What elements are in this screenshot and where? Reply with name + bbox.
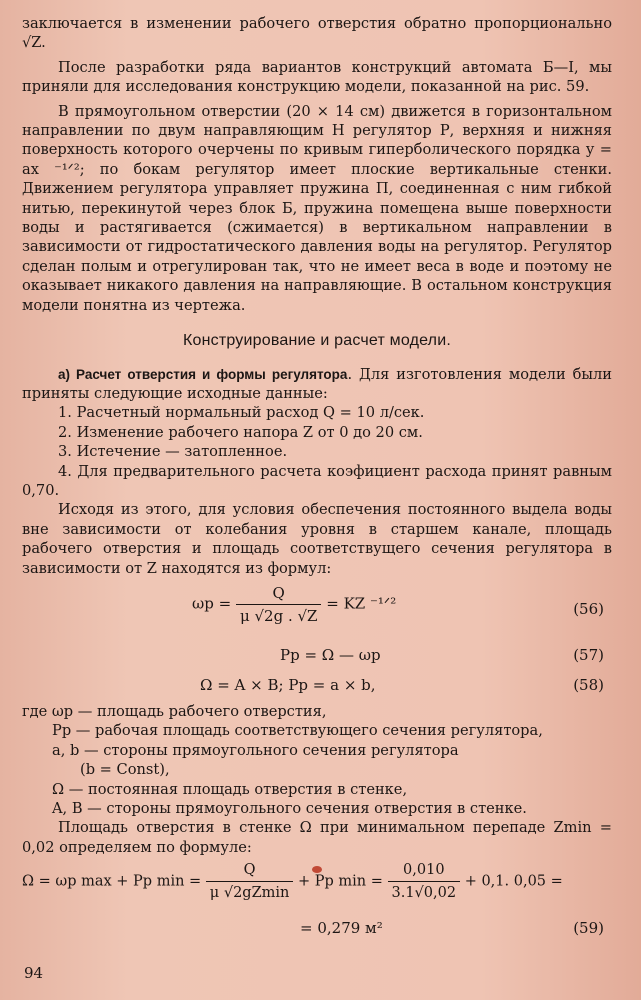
calc-lead-bold: а) Расчет отверстия и формы регулятора xyxy=(58,366,348,382)
section-heading: Конструирование и расчет модели. xyxy=(182,332,452,350)
definition-line: a, b — стороны прямоугольного сечения регулятора xyxy=(52,741,459,759)
eq56-lhs: ωр = xyxy=(192,594,232,613)
equation-59-result xyxy=(22,913,612,943)
eq59-number: (59) xyxy=(573,919,604,938)
definitions xyxy=(22,702,612,818)
calc-lead-rest: . Для изготовления модели были приняты следующие исходные данные: xyxy=(22,365,612,402)
definition-line: где ωр — площадь рабочего отверстия, xyxy=(22,702,327,720)
ink-spot xyxy=(312,866,322,873)
eq59-f1-numerator: Q xyxy=(206,859,294,882)
eq56-denominator: μ √2g . √Z xyxy=(239,606,318,625)
paragraph-development: После разработки ряда вариантов конструкций автомата Б—I, мы приняли для исследования конструкцию модели, показанной на рис. 59. xyxy=(22,58,612,96)
equation-56 xyxy=(22,578,612,640)
eq59-start: Ω = ωр max + Pр min = xyxy=(22,873,202,890)
list-item: 1. Расчетный нормальный расход Q = 10 л/сек. xyxy=(58,404,425,422)
eq59-f2-numerator: 0,010 xyxy=(388,859,461,882)
list-item: 3. Истечение — затопленное. xyxy=(58,443,288,461)
definition-line: A, B — стороны прямоугольного сечения отверстия в стенке. xyxy=(52,800,527,817)
paragraph-calc-lead xyxy=(22,365,612,404)
list-item: 2. Изменение рабочего напора Z от 0 до 20 см. xyxy=(58,423,423,441)
eq57-body: Pр = Ω — ωр xyxy=(280,645,381,664)
eq59-fraction-2 xyxy=(388,859,461,904)
eq58-body: Ω = A × B; Pр = a × b, xyxy=(200,675,376,694)
eq56-number: (56) xyxy=(573,599,604,618)
paragraph-intro-end: заключается в изменении рабочего отверстия обратно пропорционально √Z. xyxy=(22,15,612,52)
equation-57 xyxy=(22,640,612,670)
eq57-number: (57) xyxy=(573,645,604,664)
eq59-f1-denominator: μ √2gZmin xyxy=(209,885,290,902)
definition-line: (b = Const), xyxy=(80,761,170,779)
eq59-end: + 0,1. 0,05 = xyxy=(464,873,563,890)
eq59-f2-denominator: 3.1√0,02 xyxy=(391,885,457,902)
paragraph-from: Исходя из этого, для условия обеспечения постоянного выдела воды вне зависимости от колебания уровня в старшем канале, площадь рабочего отверстия и площадь соответствущего сечения регулятора в зависимости от Z находятся из формул: xyxy=(22,501,612,577)
eq56-numerator: Q xyxy=(236,582,322,605)
definition-line: Pр — рабочая площадь соответствующего сечения регулятора, xyxy=(52,722,543,740)
paragraph-area: Площадь отверстия в стенке Ω при минимальном перепаде Zmin = 0,02 определяем по формуле: xyxy=(22,819,612,856)
eq56-fraction xyxy=(236,582,322,627)
eq59-mid: + Pр min = xyxy=(298,873,383,890)
page-number: 94 xyxy=(24,964,44,982)
eq58-number: (58) xyxy=(573,675,604,694)
eq59-fraction-1 xyxy=(206,859,294,904)
list-item: 4. Для предварительного расчета коэфициент расхода принят равным 0,70. xyxy=(22,462,612,499)
equation-58 xyxy=(22,670,612,700)
page-text xyxy=(22,14,612,943)
eq56-rhs: = KZ ⁻¹ᐟ² xyxy=(326,594,397,613)
definition-line: Ω — постоянная площадь отверстия в стенке, xyxy=(52,780,408,798)
eq59-result: = 0,279 м² xyxy=(300,919,383,938)
paragraph-description: В прямоугольном отверстии (20 × 14 см) движется в горизонтальном направлении по двум направляющим Н регулятор Р, верхняя и нижняя поверхность которого очерчены по кривым гиперболического порядка y = ax ⁻¹ᐟ²; по бокам регулятор имеет плоские вертикальные стенки. Движением регулятора управляет пружина П, соединенная с ним гибкой нитью, перекинутой через блок Б, пружина помещена выше поверхности воды и растягивается (сжимается) в вертикальном направлении в зависимости от гидростатического давления воды на регулятор. Регулятор сделан полым и отрегулирован так, что не имеет веса в воде и поэтому не оказывает никакого давления на направляющие. В остальном конструкция модели понятна из чертежа. xyxy=(22,102,612,314)
